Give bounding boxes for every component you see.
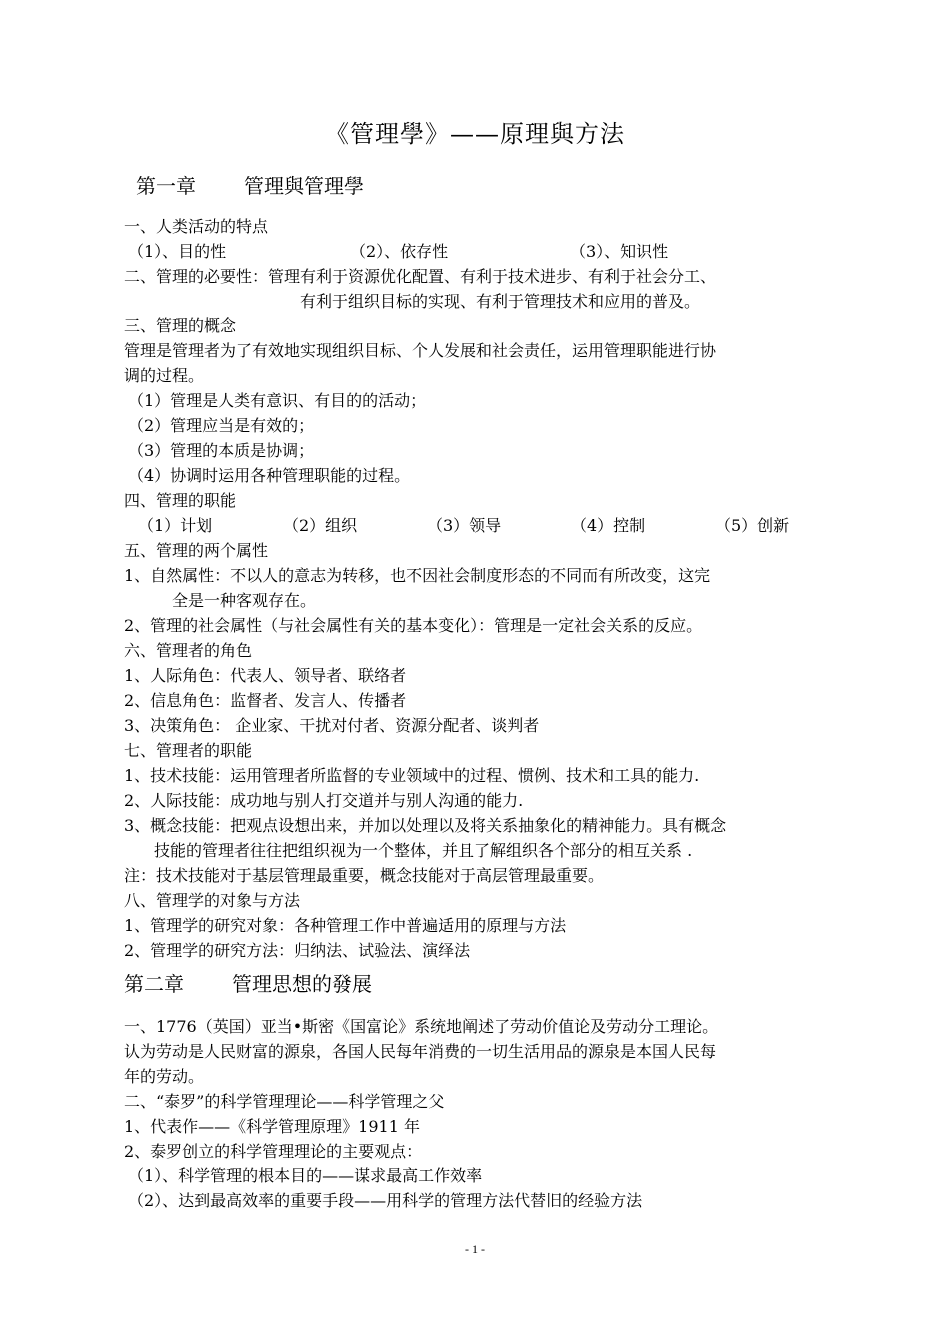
chapter-1-heading: [136, 172, 364, 200]
chapter-2-number: 第二章: [124, 972, 184, 996]
page-number: - 1 -: [465, 1242, 485, 1256]
function-item: （5）创新: [715, 516, 790, 535]
section-8-heading: 八、管理学的对象与方法: [124, 891, 301, 910]
method-item: 2、管理学的研究方法：归纳法、试验法、演绎法: [124, 941, 471, 960]
skill-item: 3、概念技能：把观点设想出来，并加以处理以及将关系抽象化的精神能力。具有概念: [124, 816, 727, 835]
management-definition-continued: 调的过程。: [124, 366, 205, 385]
function-item: （2）组织: [283, 516, 358, 535]
document-title: 《管理學》——原理與方法: [325, 120, 625, 148]
adam-smith-paragraph: 一、1776（英国）亚当•斯密《国富论》系统地阐述了劳动价值论及劳动分工理论。: [124, 1017, 719, 1036]
definition-point: （3）管理的本质是协调；: [128, 441, 315, 460]
section-2-text: 二、管理的必要性：管理有利于资源优化配置、有利于技术进步、有利于社会分工、: [124, 267, 717, 286]
section-1-item: （1）、目的性: [128, 242, 227, 261]
management-definition: 管理是管理者为了有效地实现组织目标、个人发展和社会责任，运用管理职能进行协: [124, 341, 717, 360]
function-item: （4）控制: [571, 516, 646, 535]
section-2-text-continued: 有利于组织目标的实现、有利于管理技术和应用的普及。: [300, 292, 701, 311]
taylor-subitem: （2）、达到最高效率的重要手段——用科学的管理方法代替旧的经验方法: [128, 1191, 643, 1210]
taylor-subitem: （1）、科学管理的根本目的——谋求最高工作效率: [128, 1166, 483, 1185]
natural-attribute-continued: 全是一种客观存在。: [172, 591, 317, 610]
chapter-1-name: 管理與管理學: [244, 174, 364, 198]
chapter-1-number: 第一章: [136, 174, 196, 198]
section-5-heading: 五、管理的两个属性: [124, 541, 269, 560]
skill-item: 2、人际技能：成功地与别人打交道并与别人沟通的能力.: [124, 791, 524, 810]
role-item: 2、信息角色：监督者、发言人、传播者: [124, 691, 407, 710]
section-1-heading: 一、人类活动的特点: [124, 217, 269, 236]
section-6-heading: 六、管理者的角色: [124, 641, 253, 660]
skill-item: 1、技术技能：运用管理者所监督的专业领域中的过程、惯例、技术和工具的能力.: [124, 766, 700, 785]
natural-attribute: 1、自然属性：不以人的意志为转移，也不因社会制度形态的不同而有所改变，这完: [124, 566, 711, 585]
chapter-2-heading: [124, 970, 372, 998]
definition-point: （2）管理应当是有效的；: [128, 416, 315, 435]
skill-item-continued: 技能的管理者往往把组织视为一个整体，并且了解组织各个部分的相互关系 .: [154, 841, 693, 860]
social-attribute: 2、管理的社会属性（与社会属性有关的基本变化）：管理是一定社会关系的反应。: [124, 616, 703, 635]
section-3-heading: 三、管理的概念: [124, 316, 237, 335]
role-item: 1、人际角色：代表人、领导者、联络者: [124, 666, 407, 685]
taylor-item: 1、代表作——《科学管理原理》1911 年: [124, 1117, 420, 1136]
adam-smith-paragraph-continued: 认为劳动是人民财富的源泉，各国人民每年消费的一切生活用品的源泉是本国人民每: [124, 1042, 717, 1061]
section-7-heading: 七、管理者的职能: [124, 741, 253, 760]
method-item: 1、管理学的研究对象：各种管理工作中普遍适用的原理与方法: [124, 916, 567, 935]
section-1-item: （2）、依存性: [350, 242, 449, 261]
section-4-heading: 四、管理的职能: [124, 491, 237, 510]
adam-smith-paragraph-continued: 年的劳动。: [124, 1067, 205, 1086]
taylor-item: 2、泰罗创立的科学管理理论的主要观点：: [124, 1142, 423, 1161]
definition-point: （4）协调时运用各种管理职能的过程。: [128, 466, 411, 485]
taylor-heading: 二、“泰罗”的科学管理理论——科学管理之父: [124, 1092, 445, 1111]
function-item: （3）领导: [427, 516, 502, 535]
chapter-2-name: 管理思想的發展: [232, 972, 372, 996]
section-1-item: （3）、知识性: [570, 242, 669, 261]
function-item: （1）计划: [138, 516, 213, 535]
role-item: 3、决策角色： 企业家、干扰对付者、资源分配者、谈判者: [124, 716, 540, 735]
skills-note: 注：技术技能对于基层管理最重要，概念技能对于高层管理最重要。: [124, 866, 605, 885]
definition-point: （1）管理是人类有意识、有目的的活动；: [128, 391, 427, 410]
